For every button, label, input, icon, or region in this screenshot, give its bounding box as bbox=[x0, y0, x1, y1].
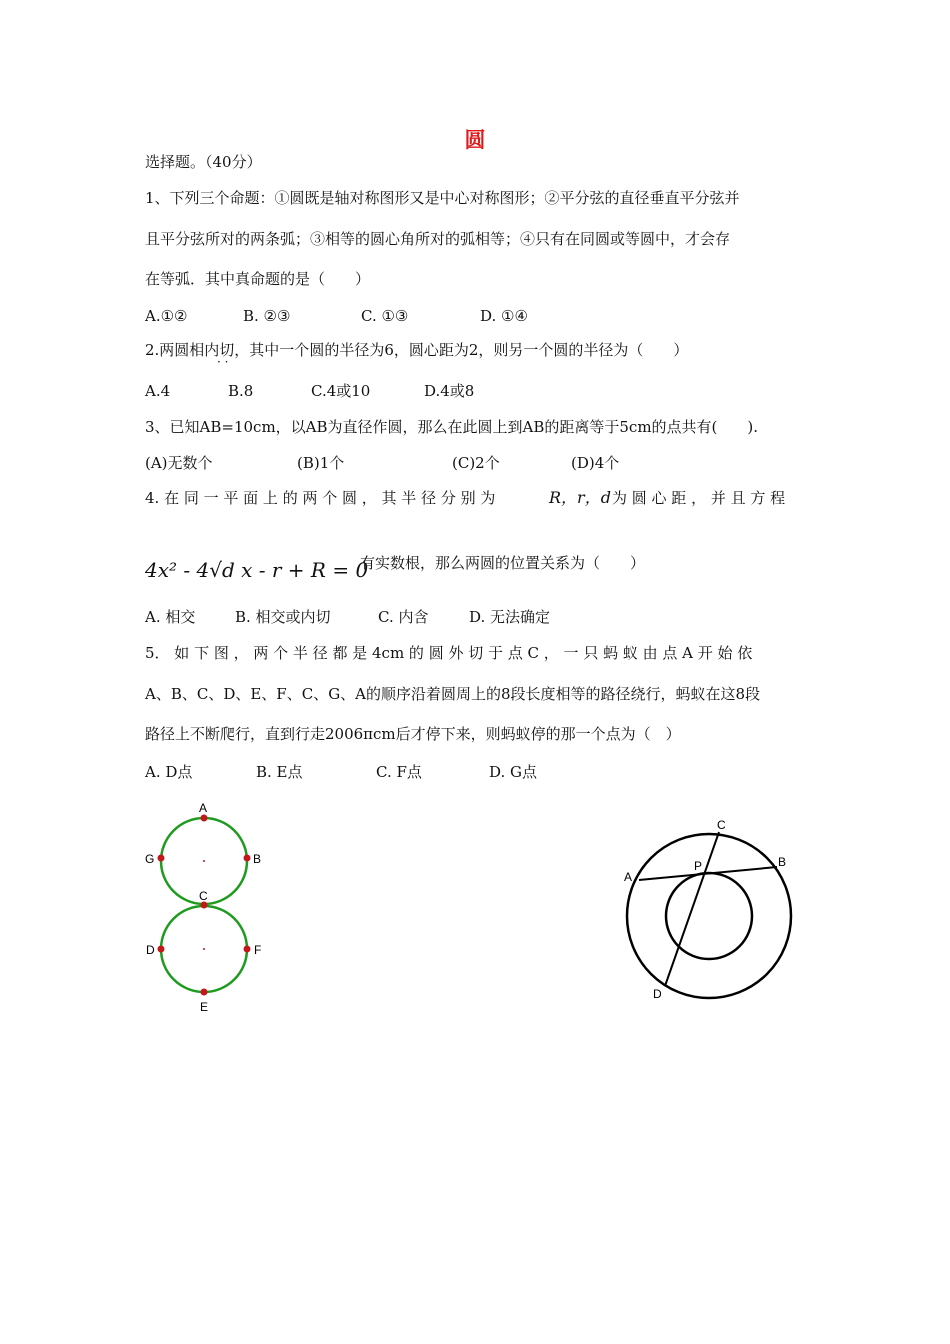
q5-line3: 路径上不断爬行，直到行走2006πcm后才停下来，则蚂蚁停的那一个点为（ ） bbox=[145, 725, 681, 743]
point-e bbox=[201, 989, 208, 996]
q5-line1: 5． 如 下 图 ， 两 个 半 径 都 是 4cm 的 圆 外 切 于 点 C ， 一 只 蚂 蚁 由 点 A 开 始 依 bbox=[145, 644, 753, 662]
section-heading: 选择题。（40分） bbox=[145, 153, 262, 171]
q5-option-c: C. F点 bbox=[376, 763, 422, 781]
q4-variables: R，r，d bbox=[549, 488, 611, 507]
q1-option-a: A.①② bbox=[145, 307, 188, 325]
label-d: D bbox=[653, 987, 662, 1001]
point-d bbox=[158, 946, 165, 953]
upper-center-dot bbox=[203, 860, 205, 862]
label-a: A bbox=[624, 870, 633, 884]
figure-concentric-circles bbox=[615, 810, 805, 1005]
emphasis-dots: · · bbox=[217, 355, 229, 369]
label-d: D bbox=[146, 943, 155, 957]
q2-option-d: D.4或8 bbox=[424, 382, 475, 400]
q2-option-a: A.4 bbox=[145, 382, 171, 400]
label-c: C bbox=[199, 889, 208, 903]
label-p: P bbox=[694, 859, 703, 873]
label-b: B bbox=[778, 855, 787, 869]
q3-option-a: (A)无数个 bbox=[145, 454, 213, 472]
q4-option-c: C. 内含 bbox=[378, 608, 429, 626]
q2-line1: 2.两圆相内切，其中一个圆的半径为6，圆心距为2，则另一个圆的半径为（ ） bbox=[145, 341, 689, 359]
q1-line3: 在等弧．其中真命题的是（ ） bbox=[145, 270, 371, 288]
q5-option-b: B. E点 bbox=[256, 763, 303, 781]
label-g: G bbox=[145, 852, 155, 866]
label-c: C bbox=[717, 818, 726, 832]
q3-line1: 3、已知AB=10cm，以AB为直径作圆，那么在此圆上到AB的距离等于5cm的点共有( ). bbox=[145, 418, 759, 436]
label-a: A bbox=[199, 801, 208, 815]
q1-option-b: B. ②③ bbox=[243, 307, 291, 325]
q4-line2: 有实数根，那么两圆的位置关系为（ ） bbox=[360, 554, 646, 572]
q1-line2: 且平分弦所对的两条弧；③相等的圆心角所对的弧相等；④只有在同圆或等圆中，才会存 bbox=[145, 230, 731, 248]
figure-two-circles bbox=[135, 795, 275, 1020]
point-b bbox=[244, 855, 251, 862]
q4-line1: 4. 在 同 一 平 面 上 的 两 个 圆 ， 其 半 径 分 别 为 bbox=[145, 489, 496, 507]
q3-option-d: (D)4个 bbox=[571, 454, 620, 472]
page-title: 圆 bbox=[464, 127, 486, 152]
q2-option-c: C.4或10 bbox=[311, 382, 371, 400]
q1-option-d: D. ①④ bbox=[480, 307, 528, 325]
point-f bbox=[244, 946, 251, 953]
chord-cd bbox=[665, 832, 719, 986]
q4-option-d: D. 无法确定 bbox=[469, 608, 551, 626]
q1-line1: 1、下列三个命题：①圆既是轴对称图形又是中心对称图形；②平分弦的直径垂直平分弦并 bbox=[145, 189, 740, 207]
q5-option-a: A. D点 bbox=[145, 763, 193, 781]
q5-option-d: D. G点 bbox=[489, 763, 538, 781]
lower-center-dot bbox=[203, 948, 205, 950]
chord-ab bbox=[639, 867, 777, 880]
q4-equation: 4x² - 4√d x - r + R = 0 bbox=[145, 558, 369, 582]
q1-option-c: C. ①③ bbox=[361, 307, 409, 325]
q4-option-a: A. 相交 bbox=[145, 608, 196, 626]
point-a bbox=[201, 815, 208, 822]
label-f: F bbox=[254, 943, 262, 957]
q5-line2: A、B、C、D、E、F、C、G、A的顺序沿着圆周上的8段长度相等的路径绕行，蚂蚁在这8段 bbox=[145, 685, 761, 703]
label-e: E bbox=[200, 1000, 209, 1014]
q4-line1b: 为 圆 心 距 ， 并 且 方 程 bbox=[612, 489, 786, 507]
point-g bbox=[158, 855, 165, 862]
label-b: B bbox=[253, 852, 262, 866]
q3-option-c: (C)2个 bbox=[452, 454, 500, 472]
q3-option-b: (B)1个 bbox=[297, 454, 345, 472]
q2-option-b: B.8 bbox=[228, 382, 254, 400]
q4-option-b: B. 相交或内切 bbox=[235, 608, 331, 626]
